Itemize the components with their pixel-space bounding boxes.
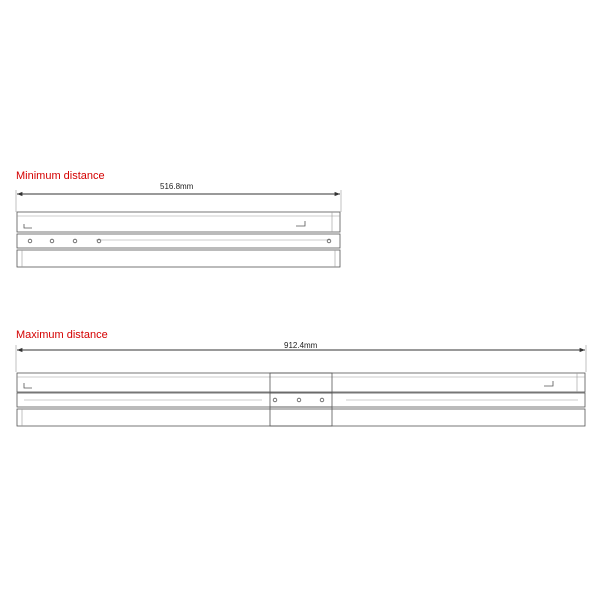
max-left-bracket	[24, 383, 32, 388]
maximum-distance-heading: Maximum distance	[16, 329, 108, 341]
min-left-bracket	[24, 224, 32, 228]
max-hole-3	[320, 398, 324, 402]
min-hole-1	[28, 239, 32, 243]
minimum-distance-heading: Minimum distance	[16, 170, 105, 182]
max-right-bracket	[544, 381, 553, 386]
min-hole-3	[73, 239, 77, 243]
maximum-slide-drawing	[16, 345, 586, 426]
max-hole-1	[273, 398, 277, 402]
maximum-dimension-label: 912.4mm	[284, 341, 318, 350]
minimum-slide-drawing	[16, 190, 341, 267]
min-hole-2	[50, 239, 54, 243]
min-middle-rail	[17, 234, 340, 248]
min-right-bracket	[296, 221, 305, 226]
min-bottom-rail	[17, 250, 340, 267]
max-bottom-rail	[17, 409, 585, 426]
max-top-rail	[17, 373, 585, 392]
min-top-rail	[17, 212, 340, 232]
minimum-dimension-label: 516.8mm	[160, 182, 194, 191]
max-hole-2	[297, 398, 301, 402]
